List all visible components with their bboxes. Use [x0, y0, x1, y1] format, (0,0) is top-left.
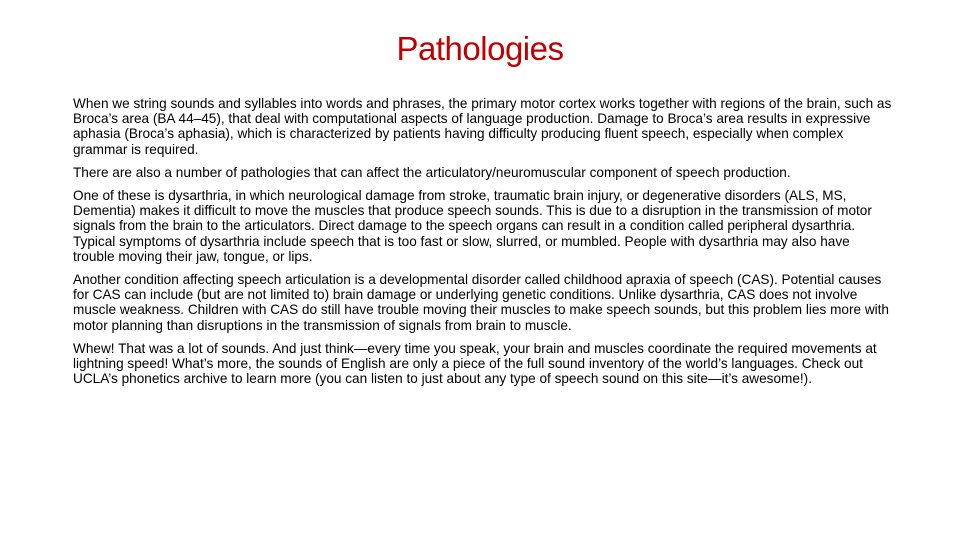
- paragraph-conclusion: Whew! That was a lot of sounds. And just think—every time you speak, your brain and muscles coordinate the required movements at lightning speed! What’s more, the sounds of English are only a piece of the full sound inventory of the world’s languages. Check out UCLA’s phonetics archive to learn more (you can listen to just about any type of speech sound on this site—it’s awesome!).: [73, 340, 877, 387]
- paragraph-broca: When we string sounds and syllables into words and phrases, the primary motor cortex works together with regions of the brain, such as Broca’s area (BA 44–45), that deal with computational aspects of language production. Damage to Broca’s area results in expressive aphasia (Broca’s aphasia), which is characterized by patients having difficulty producing fluent speech, especially when complex grammar is required.: [73, 96, 892, 157]
- paragraph-dysarthria: One of these is dysarthria, in which neurological damage from stroke, traumatic brain injury, or degenerative disorders (ALS, MS, Dementia) makes it difficult to move the muscles that produce speech sounds. This is due to a disruption in the transmission of motor signals from the brain to the articulators. Direct damage to the speech organs can result in a condition called peripheral dysarthria. Typical symptoms of dysarthria include speech that is too fast or slow, slurred, or mumbled. People with dysarthria may also have trouble moving their jaw, tongue, or lips.: [73, 188, 872, 264]
- paragraph-pathologies-intro: There are also a number of pathologies that can affect the articulatory/neuromuscular component of speech production.: [73, 164, 791, 180]
- paragraph-apraxia: Another condition affecting speech articulation is a developmental disorder called childhood apraxia of speech (CAS). Potential causes for CAS can include (but are not limited to) brain damage or underlying genetic conditions. Unlike dysarthria, CAS does not involve muscle weakness. Children with CAS do still have trouble moving their muscles to make speech sounds, but this problem lies more with motor planning than disruptions in the transmission of signals from brain to muscle.: [73, 272, 889, 333]
- slide-body: [73, 96, 893, 394]
- slide-title: Pathologies: [396, 30, 564, 67]
